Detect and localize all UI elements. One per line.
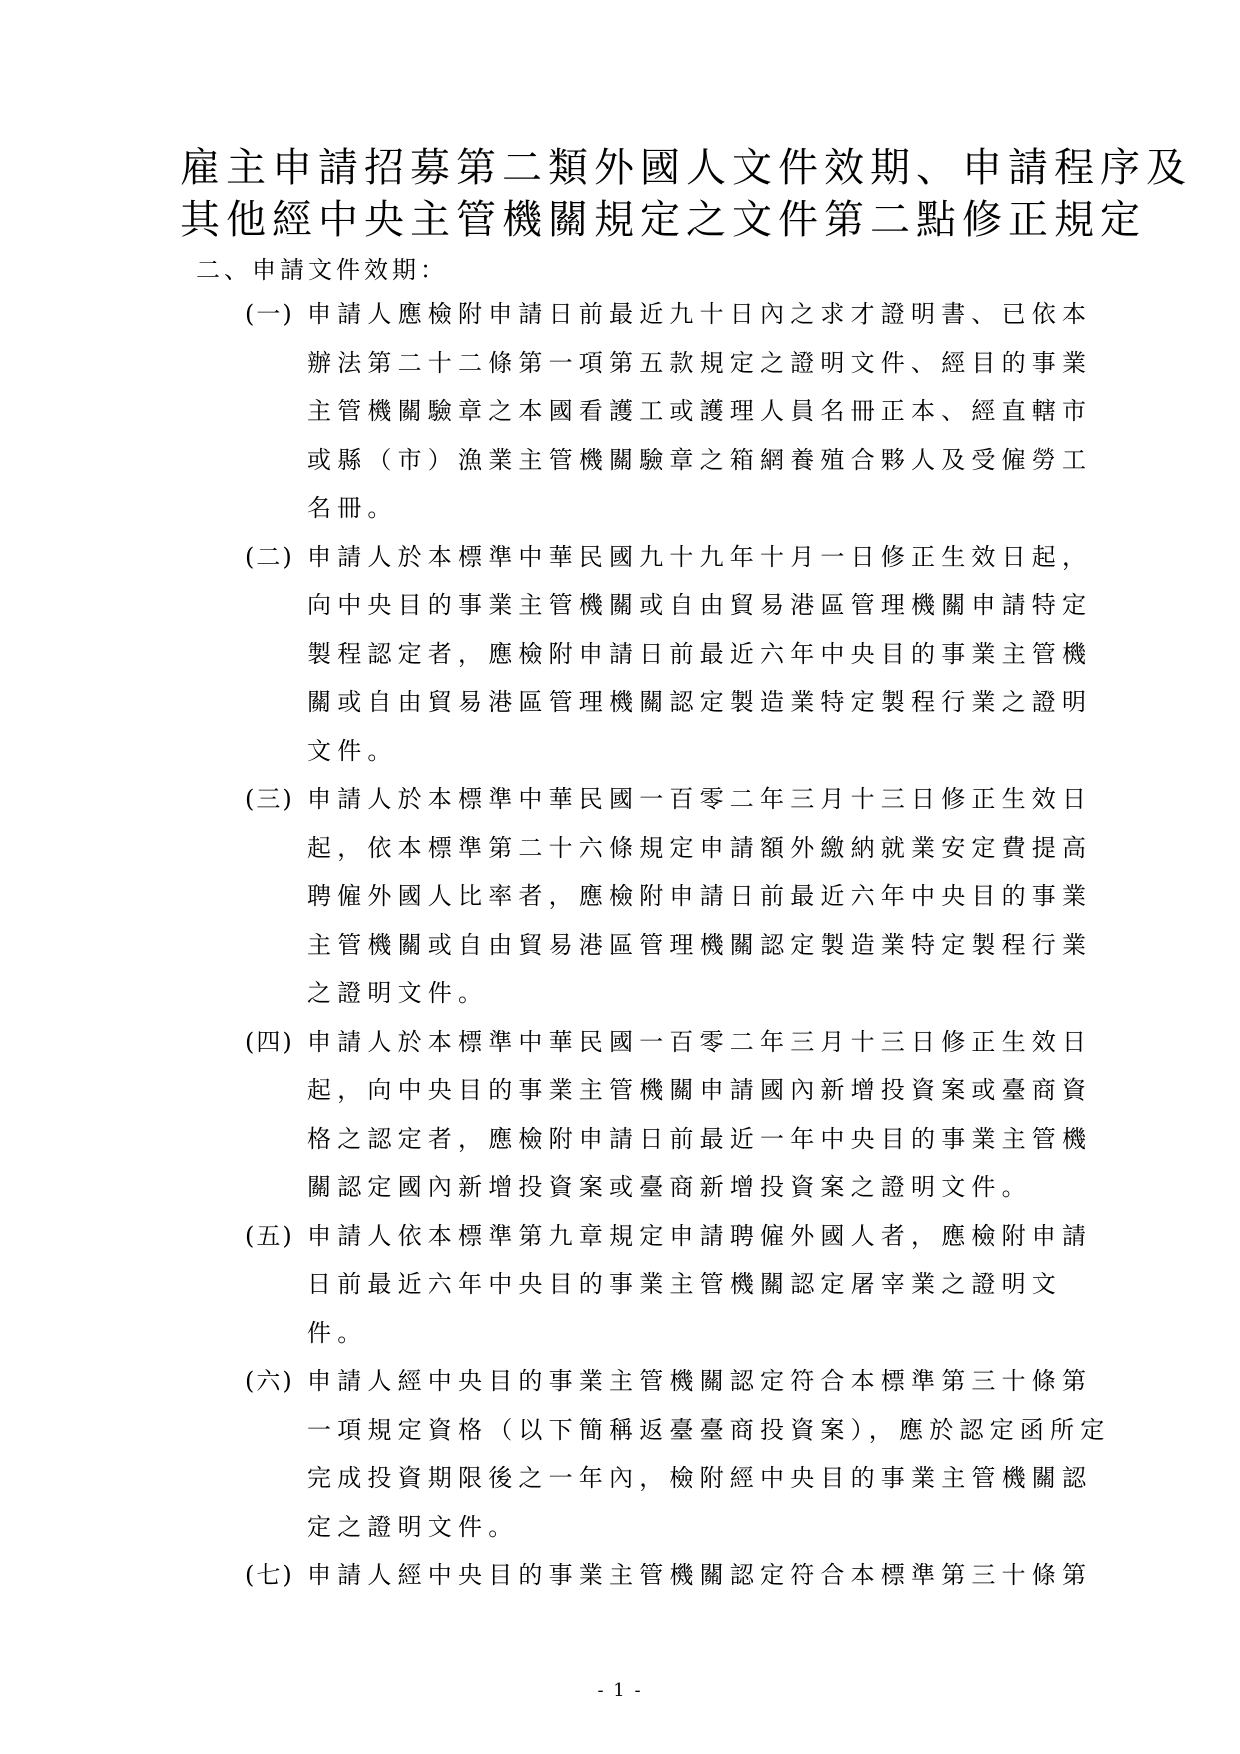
item-line: 申請人經中央目的事業主管機關認定符合本標準第三十條第 [307,1367,1093,1395]
list-item [245,775,1093,1018]
list-item [245,533,1093,776]
item-line: 日前最近六年中央目的事業主管機關認定屠宰業之證明文 [307,1270,1062,1298]
list-item [245,1357,1111,1551]
document-title [180,142,1192,246]
title-line-1: 雇主申請招募第二類外國人文件效期、申請程序及 [180,145,1192,191]
item-line: 起，向中央目的事業主管機關申請國內新增投資案或臺商資 [307,1076,1093,1104]
item-line: 申請人於本標準中華民國一百零二年三月十三日修正生效日 [307,1027,1093,1056]
item-line: 格之認定者，應檢附申請日前最近一年中央目的事業主管機 [307,1124,1093,1153]
item-line: 主管機關或自由貿易港區管理機關認定製造業特定製程行業 [307,930,1093,959]
item-line: 之證明文件。 [307,979,489,1007]
item-number: (二) [245,542,294,571]
item-line: 完成投資期限後之一年內，檢附經中央目的事業主管機關認 [307,1464,1093,1492]
page-number: - 1 - [597,1680,643,1701]
list-item [245,1551,1093,1600]
item-number: (七) [245,1561,294,1589]
item-line: 定之證明文件。 [307,1512,519,1541]
list-item [245,1212,1093,1358]
item-number: (四) [245,1027,294,1056]
item-line: 或縣（市）漁業主管機關驗章之箱網養殖合夥人及受僱勞工 [307,445,1093,474]
item-line: 申請人於本標準中華民國一百零二年三月十三日修正生效日 [307,785,1093,813]
item-number: (一) [245,300,294,328]
item-line: 辦法第二十二條第一項第五款規定之證明文件、經目的事業 [307,348,1093,377]
item-line: 申請人於本標準中華民國九十九年十月一日修正生效日起， [307,542,1093,571]
item-line: 申請人經中央目的事業主管機關認定符合本標準第三十條第 [307,1561,1093,1589]
item-number: (五) [245,1221,294,1250]
item-number: (三) [245,785,294,813]
list-item [245,1018,1093,1212]
item-line: 一項規定資格（以下簡稱返臺臺商投資案），應於認定函所定 [307,1415,1111,1444]
item-line: 起，依本標準第二十六條規定申請額外繳納就業安定費提高 [307,833,1093,862]
section-heading: 二、申請文件效期： [196,256,448,284]
item-line: 件。 [307,1318,368,1347]
title-line-2: 其他經中央主管機關規定之文件第二點修正規定 [180,197,1146,243]
item-line: 關或自由貿易港區管理機關認定製造業特定製程行業之證明 [307,688,1093,716]
item-line: 向中央目的事業主管機關或自由貿易港區管理機關申請特定 [307,591,1093,619]
item-line: 名冊。 [307,494,398,522]
item-line: 關認定國內新增投資案或臺商新增投資案之證明文件。 [307,1173,1032,1201]
item-line: 申請人應檢附申請日前最近九十日內之求才證明書、已依本 [307,300,1093,328]
item-list [245,290,1111,1600]
list-item [245,290,1093,533]
item-line: 申請人依本標準第九章規定申請聘僱外國人者，應檢附申請 [307,1221,1093,1250]
item-number: (六) [245,1367,294,1395]
item-line: 主管機關驗章之本國看護工或護理人員名冊正本、經直轄市 [307,397,1093,425]
item-line: 聘僱外國人比率者，應檢附申請日前最近六年中央目的事業 [307,882,1093,910]
item-line: 文件。 [307,736,398,765]
item-line: 製程認定者，應檢附申請日前最近六年中央目的事業主管機 [307,639,1093,668]
